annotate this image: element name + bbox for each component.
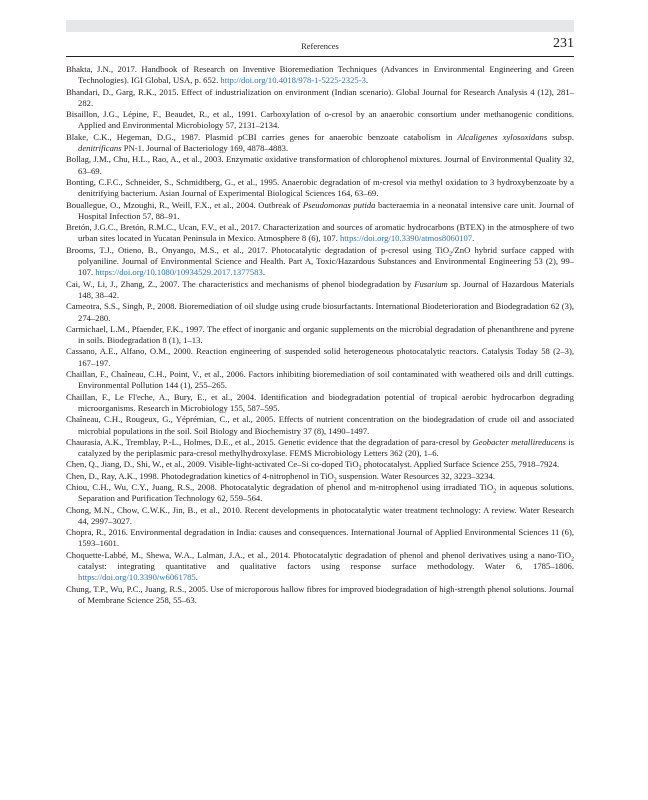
reference-text: . [195, 572, 198, 583]
reference-text: Bollag, J.M., Chu, H.L., Rao, A., et al., 2003. Enzymatic oxidative transformation of chlorophenol mixtures. Journal of Environmental Quality 32, 63–69. [66, 154, 574, 176]
species-name: Alcaligenes xylosoxidans [457, 131, 548, 142]
reference-text: is catalyzed by the periplasmic para-cresol methylhydroxylase. FEMS Microbiology Letters 362 (20), 1–6. [78, 436, 574, 459]
reference-entry [66, 505, 574, 528]
reference-text: . [262, 267, 265, 278]
reference-text: Bhandari, D., Garg, R.K., 2015. Effect of industrialization on environment (Indian scenario). Global Journal for Research Analysis 4 (12), 281–282. [66, 86, 574, 108]
reference-text: bacteraemia in a neonatal intensive care unit. Journal of Hospital Infection 57, 88–91. [78, 199, 574, 221]
reference-list [66, 64, 574, 606]
reference-text: Bonting, C.F.C., Schneider, S., Schmidtberg, G., et al., 1995. Anaerobic degradation of m-cresol via methyl oxidation to 3 hydroxybenzoate by a denitrifying bacterium. Asian Journal of Experimental Biological Sciences 164, 63–69. [66, 176, 574, 199]
reference-entry [66, 346, 574, 369]
reference-entry [66, 154, 574, 177]
reference-text: Chopra, R., 2016. Environmental degradation in India: causes and consequences. International Journal of Applied Environmental Sciences 11 (6), 1593–1601. [66, 527, 574, 549]
reference-entry [66, 471, 574, 482]
reference-text: in aqueous solutions. Separation and Purification Technology 62, 559–564. [78, 481, 574, 504]
reference-text: sp. Journal of Hazardous Materials 148, 38–42. [78, 278, 574, 300]
reference-text: Choquette-Labbé, M., Shewa, W.A., Lalman, J.A., et al., 2014. Photocatalytic degradation of phenol and phenol derivatives using a nano-TiO [66, 549, 571, 560]
reference-text: Bouallegue, O., Mzoughi, R., Weill, F.X., et al., 2004. Outbreak of [66, 199, 303, 210]
reference-entry [66, 177, 574, 200]
reference-text: catalyst: integrating quantitative and qualitative factors using response surface methodology. Water 6, 1785–1806. [78, 561, 574, 572]
page-number: 231 [553, 36, 574, 51]
reference-entry [66, 437, 574, 460]
header-bar [66, 20, 574, 32]
reference-entry [66, 324, 574, 347]
reference-text: suspension. Water Resources 32, 3223–3234. [336, 470, 495, 481]
reference-text: . [472, 233, 475, 244]
reference-entry [66, 369, 574, 392]
reference-text: Chung, T.P., Wu, P.C., Juang, R.S., 2005. Use of microporous hallow fibres for improved biodegradation of high-strength phenol solutions. Journal of Membrane Science 258, 55–63. [66, 583, 574, 605]
reference-text: Brooms, T.J., Otieno, B., Onyango, M.S., et al., 2017. Photocatalytic degradation of p-cresol using TiO [66, 244, 450, 255]
reference-text: . [365, 75, 369, 86]
subscript: 2 [333, 477, 337, 484]
reference-text: Blake, C.K., Hegeman, D.G., 1987. Plasmid pCBI carries genes for anaerobic benzoate catabolism in [66, 131, 458, 142]
species-name: Geobacter metallireducens [472, 436, 566, 447]
reference-text: Bhakta, J.N., 2017. Handbook of Research on Inventive Bioremediation Techniques (Advances in Environmental Engineering and Green Technologies). IGI Global, USA, p. 652. [66, 64, 574, 86]
species-name: denitrificans [78, 143, 122, 154]
reference-text: Chen, Q., Jiang, D., Shi, W., et al., 2009. Visible-light-activated Ce–Si co-doped TiO [66, 459, 359, 470]
reference-entry [66, 279, 574, 302]
reference-text: Chaillan, F., Le Fl'eche, A., Bury, E., et al., 2004. Identification and biodegradation potential of tropical aerobic hydrocarbon degrading microorganisms. Research in Microbiology 155, 587–595. [66, 391, 574, 413]
species-name: Fusarium [414, 278, 448, 289]
subscript: 2 [449, 251, 453, 258]
doi-link[interactable]: http://doi.org/10.4018/978-1-5225-2325-3 [220, 75, 366, 86]
reference-text: Cassano, A.E., Alfano, O.M., 2000. Reaction engineering of suspended solid heterogeneous photocatalytic reactors. Catalysis Today 58 (2–3), 167–197. [66, 346, 574, 368]
reference-text: Cai, W., Li, J., Zhang, Z., 2007. The characteristics and mechanisms of phenol biodegradation by [66, 278, 415, 289]
reference-entry [66, 527, 574, 550]
reference-text: Carmichael, L.M., Pfaender, F.K., 1997. The effect of inorganic and organic supplements on the microbial degradation of phenanthrene and pyrene in soils. Biodegradation 8 (1), 1–13. [66, 323, 574, 346]
running-title: References [301, 41, 339, 51]
reference-entry [66, 200, 574, 223]
reference-text: Bretón, J.G.C., Bretón, R.M.C., Ucan, F.V., et al., 2017. Characterization and sources of aromatic hydrocarbons (BTEX) in the atmosphere of two urban sites located in Yucatan Peninsula in Mexico. Atmosphere 8 (6), 107. [66, 222, 574, 244]
reference-entry [66, 222, 574, 245]
reference-text: photocatalyst. Applied Surface Science 255, 7918–7924. [361, 459, 560, 470]
reference-text: PN-1. Journal of Bacteriology 169, 4878–4883. [121, 143, 289, 154]
reference-entry [66, 392, 574, 415]
subscript: 2 [493, 488, 497, 495]
subscript: 2 [358, 466, 362, 473]
doi-link[interactable]: https://doi.org/10.3390/atmos8060107 [339, 233, 473, 244]
doi-link[interactable]: https://doi.org/10.3390/w6061785 [78, 572, 196, 583]
reference-entry [66, 301, 574, 324]
running-header [66, 36, 574, 57]
reference-text: Bisaillon, J.G., Lépine, F., Beaudet, R., et al., 1991. Carboxylation of o-cresol by an anaerobic consortium under methanogenic conditions. Applied and Environmental Microbiology 57, 2131–2134. [66, 109, 574, 131]
reference-entry [66, 87, 574, 110]
reference-entry [66, 414, 574, 437]
reference-text: Chiou, C.H., Wu, C.Y., Juang, R.S., 2008. Photocatalytic degradation of phenol and m-nitrophenol using irradiated TiO [66, 481, 494, 492]
reference-entry [66, 482, 574, 505]
reference-text: Chaillan, F., Chaîneau, C.H., Point, V., et al., 2006. Factors inhibiting bioremediation of soil contaminated with weathered oils and drill cuttings. Environmental Pollution 144 (1), 255–265. [66, 369, 574, 391]
reference-text: /ZnO hybrid surface capped with polyaniline. Journal of Environmental Science and Health. Part A, Toxic/Hazardous Substances and Environmental Engineering 53 (2), 99–107. [78, 244, 574, 278]
reference-entry [66, 64, 574, 87]
reference-entry [66, 245, 574, 279]
reference-entry [66, 550, 574, 584]
reference-text: Chaurasia, A.K., Tremblay, P.-L., Holmes, D.E., et al., 2015. Genetic evidence that the degradation of para-cresol by [66, 436, 473, 447]
subscript: 2 [571, 556, 574, 563]
reference-text: subsp. [547, 131, 574, 142]
reference-entry [66, 459, 574, 473]
reference-entry [66, 109, 574, 132]
species-name: Pseudomonas putida [302, 199, 376, 210]
doi-link[interactable]: https://doi.org/10.1080/10934529.2017.1377583 [95, 267, 263, 278]
reference-text: Chen, D., Ray, A.K., 1998. Photodegradation kinetics of 4-nitrophenol in TiO [66, 470, 334, 481]
reference-entry [66, 132, 574, 155]
reference-entry [66, 584, 574, 607]
reference-text: Chaîneau, C.H., Rougeux, G., Yéprémian, C., et al., 2005. Effects of nutrient concentration on the biodegradation of crude oil and associated microbial populations in the soil. Soil Biology and Biochemistry 37 (8), 1490–1497. [66, 414, 574, 436]
reference-text: Chong, M.N., Chow, C.W.K., Jin, B., et al., 2010. Recent developments in photocatalytic water treatment technology: A review. Water Research 44, 2997–3027. [66, 504, 574, 526]
reference-text: Cameotra, S.S., Singh, P., 2008. Bioremediation of oil sludge using crude biosurfactants. International Biodeterioration and Biodegradation 62 (3), 274–280. [66, 301, 574, 323]
